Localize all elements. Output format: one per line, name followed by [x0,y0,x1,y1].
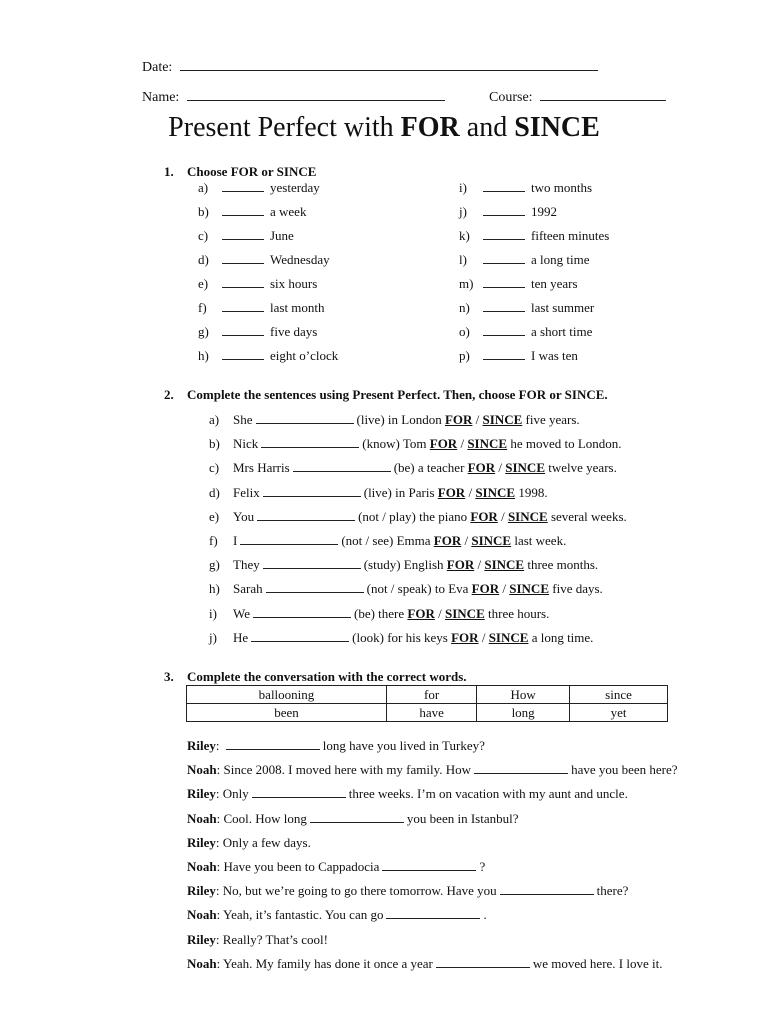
name-field[interactable] [142,88,445,106]
word-box-cell: yet [570,704,668,722]
sentence-item [209,483,627,507]
choice-separator: / [457,436,468,452]
choice-since[interactable] [505,460,545,475]
verb-blank[interactable] [266,580,364,593]
course-label: Course: [489,90,533,105]
item-label: a) [209,412,220,427]
sentence-subject: Felix [233,484,260,500]
choice-for-text: FOR [446,557,475,573]
speaker-name: Riley [187,738,216,753]
conversation-blank[interactable] [436,955,530,968]
sentence-verb: (be) a teacher [393,460,465,476]
choice-separator: / [495,460,506,476]
answer-blank[interactable] [222,347,264,360]
speaker-colon: : [216,955,224,971]
answer-blank[interactable] [222,203,264,216]
item-text: fifteen minutes [531,228,610,243]
verb-blank[interactable] [257,508,355,521]
speaker-colon: : [216,810,224,826]
choice-since-text: SINCE [484,557,525,573]
answer-blank[interactable] [222,275,264,288]
choice-for[interactable] [472,581,499,596]
item-text: June [270,228,294,243]
section1-left-column [198,178,338,366]
choice-for[interactable] [470,509,497,524]
choice-since[interactable] [475,485,515,500]
conversation-line [187,905,678,929]
title-for: FOR [400,112,460,143]
conversation-line [187,736,678,760]
item-label: h) [209,581,220,597]
speaker-name: Noah [187,810,217,826]
item-label: k) [459,228,470,243]
choice-separator: / [474,557,485,573]
sentence-item [209,555,627,579]
list-item [198,178,338,198]
sentence-item [209,579,627,603]
conversation-line [187,930,678,954]
list-item [459,298,609,318]
sentence-verb: (not / play) the piano [358,508,468,524]
name-label: Name: [142,90,180,105]
choice-for-text: FOR [433,532,462,548]
sentence-end: three hours. [488,605,550,621]
sentence-end: he moved to London. [510,436,622,452]
choice-since[interactable] [489,630,529,645]
choice-for-text: FOR [407,605,435,621]
answer-blank[interactable] [222,299,264,312]
line-text: Yeah, it’s fantastic. You can go [223,907,384,923]
sentence-verb: (be) there [354,605,405,621]
speaker-colon: : [216,858,224,874]
conversation-line [187,954,678,978]
item-text: two months [531,180,593,195]
line-text: Yeah. My family has done it once a year [223,955,433,971]
choice-since-text: SINCE [471,532,512,548]
choice-separator: / [499,581,510,597]
line-text-after: there? [596,883,629,899]
sentence-verb: (not / see) Emma [341,532,431,548]
section3-title: Complete the conversation with the correct words. [187,669,467,684]
sentence-item [209,531,627,555]
word-box-cell: for [386,686,476,704]
choice-since-text: SINCE [445,605,485,621]
conversation-line [187,833,678,857]
date-field[interactable] [142,58,598,76]
item-label: b) [198,204,209,219]
list-item [198,226,338,246]
verb-blank[interactable] [293,459,391,472]
word-box-cell: long [477,704,570,722]
sentence-end: 1998. [518,484,548,500]
item-text: I was ten [531,348,578,363]
choice-separator: / [465,484,476,500]
speaker-colon: : [215,786,223,802]
word-box-row [187,686,668,704]
line-text-after: we moved here. I love it. [532,955,663,971]
choice-for[interactable] [445,412,472,427]
item-label: i) [459,180,467,195]
choice-for-text: FOR [437,484,466,500]
choice-for-text: FOR [444,412,473,427]
choice-for[interactable] [430,436,457,451]
answer-blank[interactable] [483,227,525,240]
choice-for-text: FOR [470,508,498,524]
item-label: o) [459,324,470,339]
line-text: Only [222,786,249,802]
list-item [198,346,338,366]
speaker-name: Noah [187,762,217,778]
item-label: n) [459,300,470,315]
sentence-verb: (study) English [363,557,444,573]
item-label: j) [209,629,217,645]
item-text: a long time [531,252,590,267]
date-label: Date: [142,60,173,75]
line-text-after: you been in Istanbul? [406,810,519,826]
sentence-subject: You [233,508,255,524]
verb-blank[interactable] [261,435,359,448]
sentence-subject: Mrs Harris [233,460,290,476]
sentence-item [209,507,627,531]
section1-right-column [459,178,609,366]
title-and: and [459,112,515,143]
answer-blank[interactable] [222,227,264,240]
choice-for-text: FOR [467,460,496,476]
line-text-after: ? [479,858,486,874]
sentence-item [209,434,627,458]
sentence-verb: (not / speak) to Eva [366,581,469,597]
conversation-line [187,760,678,784]
item-label: d) [198,252,209,267]
section1-number: 1. [164,164,174,179]
speaker-name: Riley [187,883,216,899]
choice-since-text: SINCE [509,581,549,597]
item-label: g) [209,557,220,573]
choice-since-text: SINCE [475,484,516,500]
item-label: p) [459,348,470,363]
item-text: last summer [531,300,595,315]
sentence-subject: They [233,557,260,573]
name-blank[interactable] [187,88,445,101]
word-box-cell: have [386,704,476,722]
speaker-colon: : [215,738,223,753]
sentence-subject: Sarah [233,581,263,597]
section2-number: 2. [164,387,174,402]
choice-separator: / [461,532,472,548]
list-item [198,274,338,294]
speaker-colon: : [215,834,223,850]
conversation-blank[interactable] [500,882,594,895]
conversation-blank[interactable] [310,810,404,823]
speaker-name: Riley [187,786,216,802]
choice-since-text: SINCE [507,508,548,524]
answer-blank[interactable] [483,299,525,312]
speaker-name: Noah [187,955,217,971]
sentence-verb: (look) for his keys [352,629,448,645]
line-text: Cool. How long [223,810,307,826]
list-item [459,202,609,222]
choice-for[interactable] [447,557,474,572]
item-text: a week [270,204,307,219]
choice-since-text: SINCE [467,436,508,452]
item-label: f) [209,532,218,548]
verb-blank[interactable] [240,532,338,545]
list-item [198,322,338,342]
choice-separator: / [497,508,508,524]
item-text: six hours [270,276,318,291]
conversation [187,736,678,978]
sentence-item [209,410,627,434]
item-label: m) [459,276,474,291]
speaker-colon: : [215,931,223,947]
sentence-item [209,604,627,628]
line-text: Really? That’s cool! [222,931,328,947]
choice-for-text: FOR [471,581,500,597]
line-text-after: have you been here? [571,762,678,778]
item-text: five days [270,324,318,339]
conversation-line [187,857,678,881]
item-text: eight o’clock [270,348,339,363]
item-text: ten years [531,276,578,291]
speaker-colon: : [215,883,223,899]
sentence-subject: Nick [233,436,259,452]
answer-blank[interactable] [483,203,525,216]
sentence-item [209,628,627,652]
item-label: c) [198,228,209,243]
choice-for[interactable] [468,460,495,475]
item-label: l) [459,252,467,267]
list-item [198,298,338,318]
conversation-blank[interactable] [226,737,320,750]
answer-blank[interactable] [483,179,525,192]
answer-blank[interactable] [483,347,525,360]
conversation-blank[interactable] [252,785,346,798]
list-item [198,250,338,270]
title-text: Present Perfect with [168,112,401,143]
item-label: i) [209,605,217,621]
speaker-name: Riley [187,834,216,850]
conversation-line [187,784,678,808]
list-item [459,274,609,294]
word-box-cell: since [570,686,668,704]
section2-title: Complete the sentences using Present Perfect. Then, choose FOR or SINCE. [187,387,608,402]
list-item [198,202,338,222]
item-label: e) [209,508,220,524]
choice-since[interactable] [484,557,524,572]
choice-for-text: FOR [451,629,479,645]
choice-since[interactable] [445,606,485,621]
choice-since-text: SINCE [488,629,529,645]
verb-blank[interactable] [256,411,354,424]
item-label: g) [198,324,209,339]
answer-blank[interactable] [222,323,264,336]
line-text-after: three weeks. I’m on vacation with my aunt and uncle. [348,786,628,802]
sentence-item [209,458,627,482]
choice-since[interactable] [467,436,507,451]
conversation-blank[interactable] [382,858,476,871]
item-label: e) [198,276,209,291]
choice-since-text: SINCE [505,460,545,476]
sentence-end: a long time. [531,629,594,645]
list-item [459,178,609,198]
speaker-colon: : [216,907,224,923]
list-item [459,322,609,342]
list-item [459,250,609,270]
word-box-cell: been [187,704,387,722]
sentence-subject: She [233,412,253,427]
sentence-subject: We [233,605,250,621]
conversation-blank[interactable] [474,761,568,774]
item-label: a) [198,180,209,195]
sentence-end: several weeks. [550,508,627,524]
word-box-cell: How [477,686,570,704]
choice-separator: / [472,412,483,427]
list-item [459,346,609,366]
line-text: Since 2008. I moved here with my family. How [223,762,472,778]
verb-blank[interactable] [263,484,361,497]
choice-for[interactable] [434,533,461,548]
list-item [459,226,609,246]
item-text: 1992 [531,204,557,219]
line-text-after: long have you lived in Turkey? [322,738,485,753]
sentence-verb: (know) Tom [362,436,427,452]
title-since: SINCE [514,112,600,143]
item-label: d) [209,484,220,500]
conversation-blank[interactable] [386,906,480,919]
sentence-end: last week. [514,532,567,548]
item-text: Wednesday [270,252,330,267]
verb-blank[interactable] [263,556,361,569]
speaker-name: Noah [187,858,217,874]
page-title [0,112,768,144]
choice-since-text: SINCE [482,412,523,427]
line-text: Only a few days. [222,834,311,850]
sentence-end: five days. [552,581,603,597]
choice-since[interactable] [483,412,523,427]
choice-for[interactable] [407,606,434,621]
answer-blank[interactable] [483,251,525,264]
section2-list [209,410,627,652]
sentence-verb: (live) in London [356,412,442,427]
item-label: b) [209,436,220,452]
conversation-line [187,809,678,833]
item-text: yesterday [270,180,320,195]
item-label: c) [209,460,220,476]
verb-blank[interactable] [253,605,351,618]
answer-blank[interactable] [222,251,264,264]
line-text: Have you been to Cappadocia [223,858,380,874]
sentence-end: twelve years. [548,460,617,476]
sentence-end: five years. [525,412,580,427]
choice-separator: / [434,605,445,621]
word-box [186,685,668,722]
choice-separator: / [478,629,489,645]
course-field[interactable] [489,88,666,106]
conversation-line [187,881,678,905]
item-text: last month [270,300,325,315]
sentence-subject: He [233,629,249,645]
item-label: j) [459,204,467,219]
item-label: f) [198,300,207,315]
speaker-colon: : [216,762,224,778]
choice-since[interactable] [471,533,511,548]
answer-blank[interactable] [483,275,525,288]
item-label: h) [198,348,209,363]
speaker-name: Riley [187,931,216,947]
section3-number: 3. [164,669,174,684]
course-blank[interactable] [540,88,666,101]
choice-since[interactable] [509,581,549,596]
choice-since[interactable] [508,509,548,524]
item-text: a short time [531,324,593,339]
answer-blank[interactable] [222,179,264,192]
word-box-cell: ballooning [187,686,387,704]
word-box-row [187,704,668,722]
verb-blank[interactable] [251,629,349,642]
speaker-name: Noah [187,907,217,923]
sentence-verb: (live) in Paris [363,484,435,500]
section1-title: Choose FOR or SINCE [187,164,317,179]
date-blank[interactable] [180,58,598,71]
sentence-end: three months. [527,557,599,573]
choice-for-text: FOR [429,436,458,452]
line-text-after: . [483,907,487,923]
sentence-subject: I [233,532,238,548]
choice-for[interactable] [451,630,478,645]
choice-for[interactable] [438,485,465,500]
answer-blank[interactable] [483,323,525,336]
line-text: No, but we’re going to go there tomorrow. Have you [222,883,497,899]
